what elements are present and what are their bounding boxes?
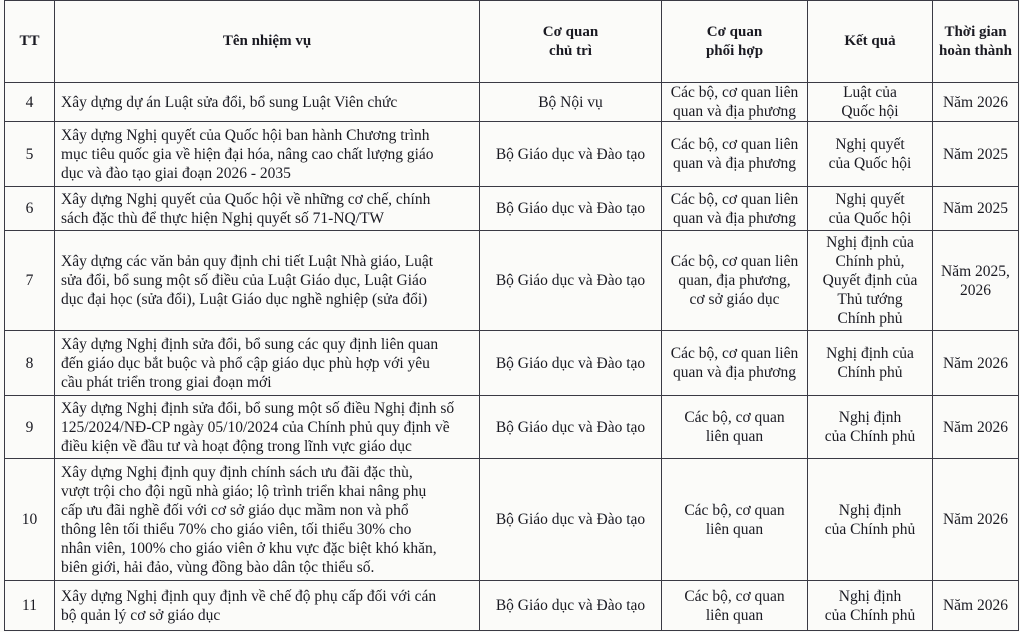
deadline: Năm 2025 (933, 187, 1019, 231)
host-agency: Bộ Giáo dục và Đào tạo (480, 459, 662, 581)
table-row (5, 459, 1019, 581)
host-agency: Bộ Nội vụ (480, 83, 662, 122)
deadline: Năm 2026 (933, 581, 1019, 631)
table-row (5, 122, 1019, 187)
table-row (5, 396, 1019, 459)
task-name: Xây dựng Nghị định quy định về chế độ phụ cấp đối với cán bộ quản lý cơ sở giáo dục (55, 581, 480, 631)
deadline: Năm 2026 (933, 396, 1019, 459)
header-tt: TT (5, 1, 55, 83)
header-time: Thời gian hoàn thành (933, 1, 1019, 83)
row-number: 5 (5, 122, 55, 187)
row-number: 4 (5, 83, 55, 122)
result: Nghị định của Chính phủ, Quyết định của Thủ tướng Chính phủ (808, 231, 933, 331)
task-name: Xây dựng Nghị quyết của Quốc hội ban hành Chương trình mục tiêu quốc gia về hiện đại hóa, nâng cao chất lượng giáo dục và đào tạo giai đoạn 2026 - 2035 (55, 122, 480, 187)
result: Nghị định của Chính phủ (808, 396, 933, 459)
coop-agency: Các bộ, cơ quan liên quan và địa phương (662, 331, 808, 396)
row-number: 7 (5, 231, 55, 331)
table-row (5, 581, 1019, 631)
result: Nghị định của Chính phủ (808, 459, 933, 581)
host-agency: Bộ Giáo dục và Đào tạo (480, 122, 662, 187)
header-result: Kết quả (808, 1, 933, 83)
task-name: Xây dựng Nghị định sửa đổi, bổ sung một số điều Nghị định số 125/2024/NĐ-CP ngày 05/10/2024 của Chính phủ quy định về điều kiện về đầu tư và hoạt động trong lĩnh vực giáo dục (55, 396, 480, 459)
header-host: Cơ quan chủ trì (480, 1, 662, 83)
result: Nghị quyết của Quốc hội (808, 122, 933, 187)
table-row (5, 231, 1019, 331)
task-name: Xây dựng các văn bản quy định chi tiết Luật Nhà giáo, Luật sửa đổi, bổ sung một số điều của Luật Giáo dục, Luật Giáo dục đại học (sửa đổi), Luật Giáo dục nghề nghiệp (sửa đổi) (55, 231, 480, 331)
deadline: Năm 2026 (933, 331, 1019, 396)
host-agency: Bộ Giáo dục và Đào tạo (480, 396, 662, 459)
coop-agency: Các bộ, cơ quan liên quan và địa phương (662, 187, 808, 231)
host-agency: Bộ Giáo dục và Đào tạo (480, 187, 662, 231)
deadline: Năm 2026 (933, 459, 1019, 581)
result: Nghị định của Chính phủ (808, 331, 933, 396)
header-name: Tên nhiệm vụ (55, 1, 480, 83)
row-number: 10 (5, 459, 55, 581)
tasks-table (4, 0, 1019, 631)
task-name: Xây dựng Nghị định quy định chính sách ưu đãi đặc thù, vượt trội cho đội ngũ nhà giáo; lộ trình triển khai nâng phụ cấp ưu đãi nghề đối với cơ sở giáo dục mầm non và phổ thông lên tối thiểu 70% cho giáo viên, tối thiểu 30% cho nhân viên, 100% cho giáo viên ở khu vực đặc biệt khó khăn, biên giới, hải đảo, vùng đồng bào dân tộc thiểu số. (55, 459, 480, 581)
table-row (5, 83, 1019, 122)
row-number: 6 (5, 187, 55, 231)
host-agency: Bộ Giáo dục và Đào tạo (480, 331, 662, 396)
task-name: Xây dựng Nghị định sửa đổi, bổ sung các quy định liên quan đến giáo dục bắt buộc và phổ cập giáo dục phù hợp với yêu cầu phát triển trong giai đoạn mới (55, 331, 480, 396)
coop-agency: Các bộ, cơ quan liên quan (662, 581, 808, 631)
host-agency: Bộ Giáo dục và Đào tạo (480, 231, 662, 331)
deadline: Năm 2026 (933, 83, 1019, 122)
coop-agency: Các bộ, cơ quan liên quan, địa phương, cơ sở giáo dục (662, 231, 808, 331)
coop-agency: Các bộ, cơ quan liên quan (662, 459, 808, 581)
header-coop: Cơ quan phối hợp (662, 1, 808, 83)
deadline: Năm 2025, 2026 (933, 231, 1019, 331)
row-number: 8 (5, 331, 55, 396)
coop-agency: Các bộ, cơ quan liên quan (662, 396, 808, 459)
deadline: Năm 2025 (933, 122, 1019, 187)
table-row (5, 187, 1019, 231)
host-agency: Bộ Giáo dục và Đào tạo (480, 581, 662, 631)
result: Nghị định của Chính phủ (808, 581, 933, 631)
task-name: Xây dựng Nghị quyết của Quốc hội về những cơ chế, chính sách đặc thù để thực hiện Nghị quyết số 71-NQ/TW (55, 187, 480, 231)
table-row (5, 331, 1019, 396)
coop-agency: Các bộ, cơ quan liên quan và địa phương (662, 83, 808, 122)
row-number: 11 (5, 581, 55, 631)
result: Nghị quyết của Quốc hội (808, 187, 933, 231)
header-row (5, 1, 1019, 83)
row-number: 9 (5, 396, 55, 459)
result: Luật của Quốc hội (808, 83, 933, 122)
coop-agency: Các bộ, cơ quan liên quan và địa phương (662, 122, 808, 187)
task-name: Xây dựng dự án Luật sửa đổi, bổ sung Luật Viên chức (55, 83, 480, 122)
